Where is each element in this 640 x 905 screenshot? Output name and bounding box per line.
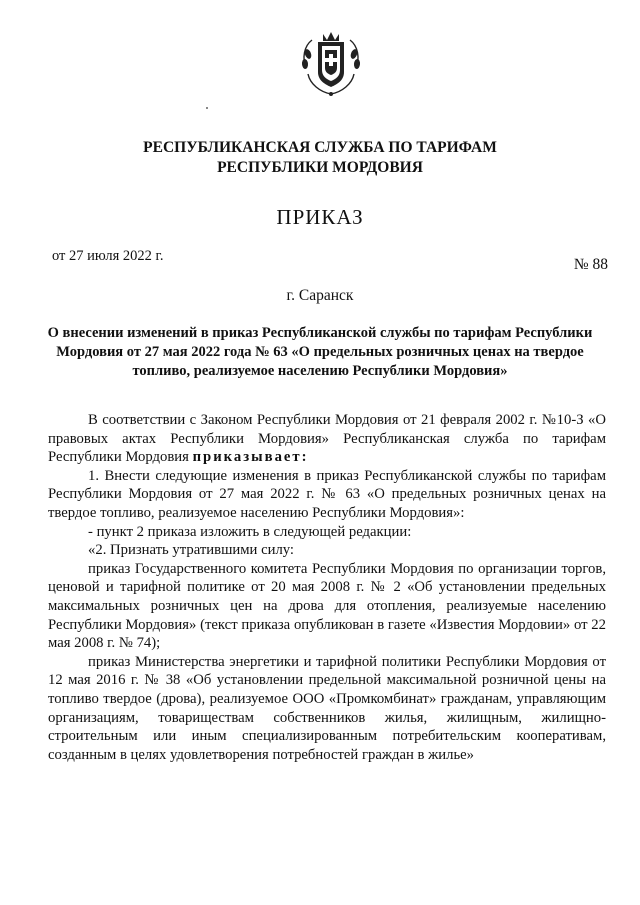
paragraph-repealed-order-2: приказ Министерства энергетики и тарифной политики Республики Мордовия от 12 мая 2016 г. № 38 «Об установлении предельной максимальной розничной цены на топливо твердое (дрова), реализуемое ООО «Промкомбинат» гражданам, управляющим организациям, товариществам собственников жилья, жилищным, жилищно-строительным или иным специализированным потребительским кооперативам, созданным в целях удовлетворения потребностей граждан в жилье» <box>48 653 606 763</box>
document-body <box>48 411 606 764</box>
org-line-2: РЕСПУБЛИКИ МОРДОВИЯ <box>217 159 423 176</box>
coat-of-arms-emblem <box>296 28 366 100</box>
document-type: ПРИКАЗ <box>276 205 364 229</box>
document-date: от 27 июля 2022 г. <box>52 248 164 264</box>
paragraph-repealed-order-1: приказ Государственного комитета Республики Мордовия по организации торгов, ценовой и тарифной политике от 20 мая 2008 г. № 2 «Об установлении предельных максимальных розничных цен на дрова для отопления, реализуемые населению Республики Мордовия» (текст приказа опубликован в газете «Известия Мордовии» от 22 мая 2008 г. № 74); <box>48 560 606 652</box>
preamble-order-word: приказывает: <box>192 449 309 466</box>
document-number: № 88 <box>573 256 608 273</box>
preamble-text: В соответствии с Законом Республики Мордовия от 21 февраля 2002 г. №10-З «О правовых актах Республики Мордовия» Республиканская служба по тарифам Республики Мордовия <box>48 412 606 466</box>
paragraph-preamble <box>48 411 606 467</box>
org-line-1: РЕСПУБЛИКАНСКАЯ СЛУЖБА ПО ТАРИФАМ <box>143 139 497 156</box>
document-city: г. Саранск <box>286 287 354 304</box>
paragraph-item-2-intro: - пункт 2 приказа изложить в следующей редакции: <box>88 523 412 540</box>
organization-name <box>0 138 640 178</box>
scan-speck <box>206 107 208 109</box>
paragraph-item-2-quote: «2. Признать утратившими силу: <box>88 542 295 559</box>
paragraph-item-1: 1. Внести следующие изменения в приказ Республиканской службы по тарифам Республики Мордовия от 27 мая 2022 г. № 63 «О предельных розничных ценах на твердое топливо, реализуемое населению Республики Мордовия»: <box>48 467 606 521</box>
document-subject: О внесении изменений в приказ Республиканской службы по тарифам Республики Мордовия от 27 мая 2022 года № 63 «О предельных розничных ценах на твердое топливо, реализуемое населению Республики Мордовия» <box>47 325 593 379</box>
